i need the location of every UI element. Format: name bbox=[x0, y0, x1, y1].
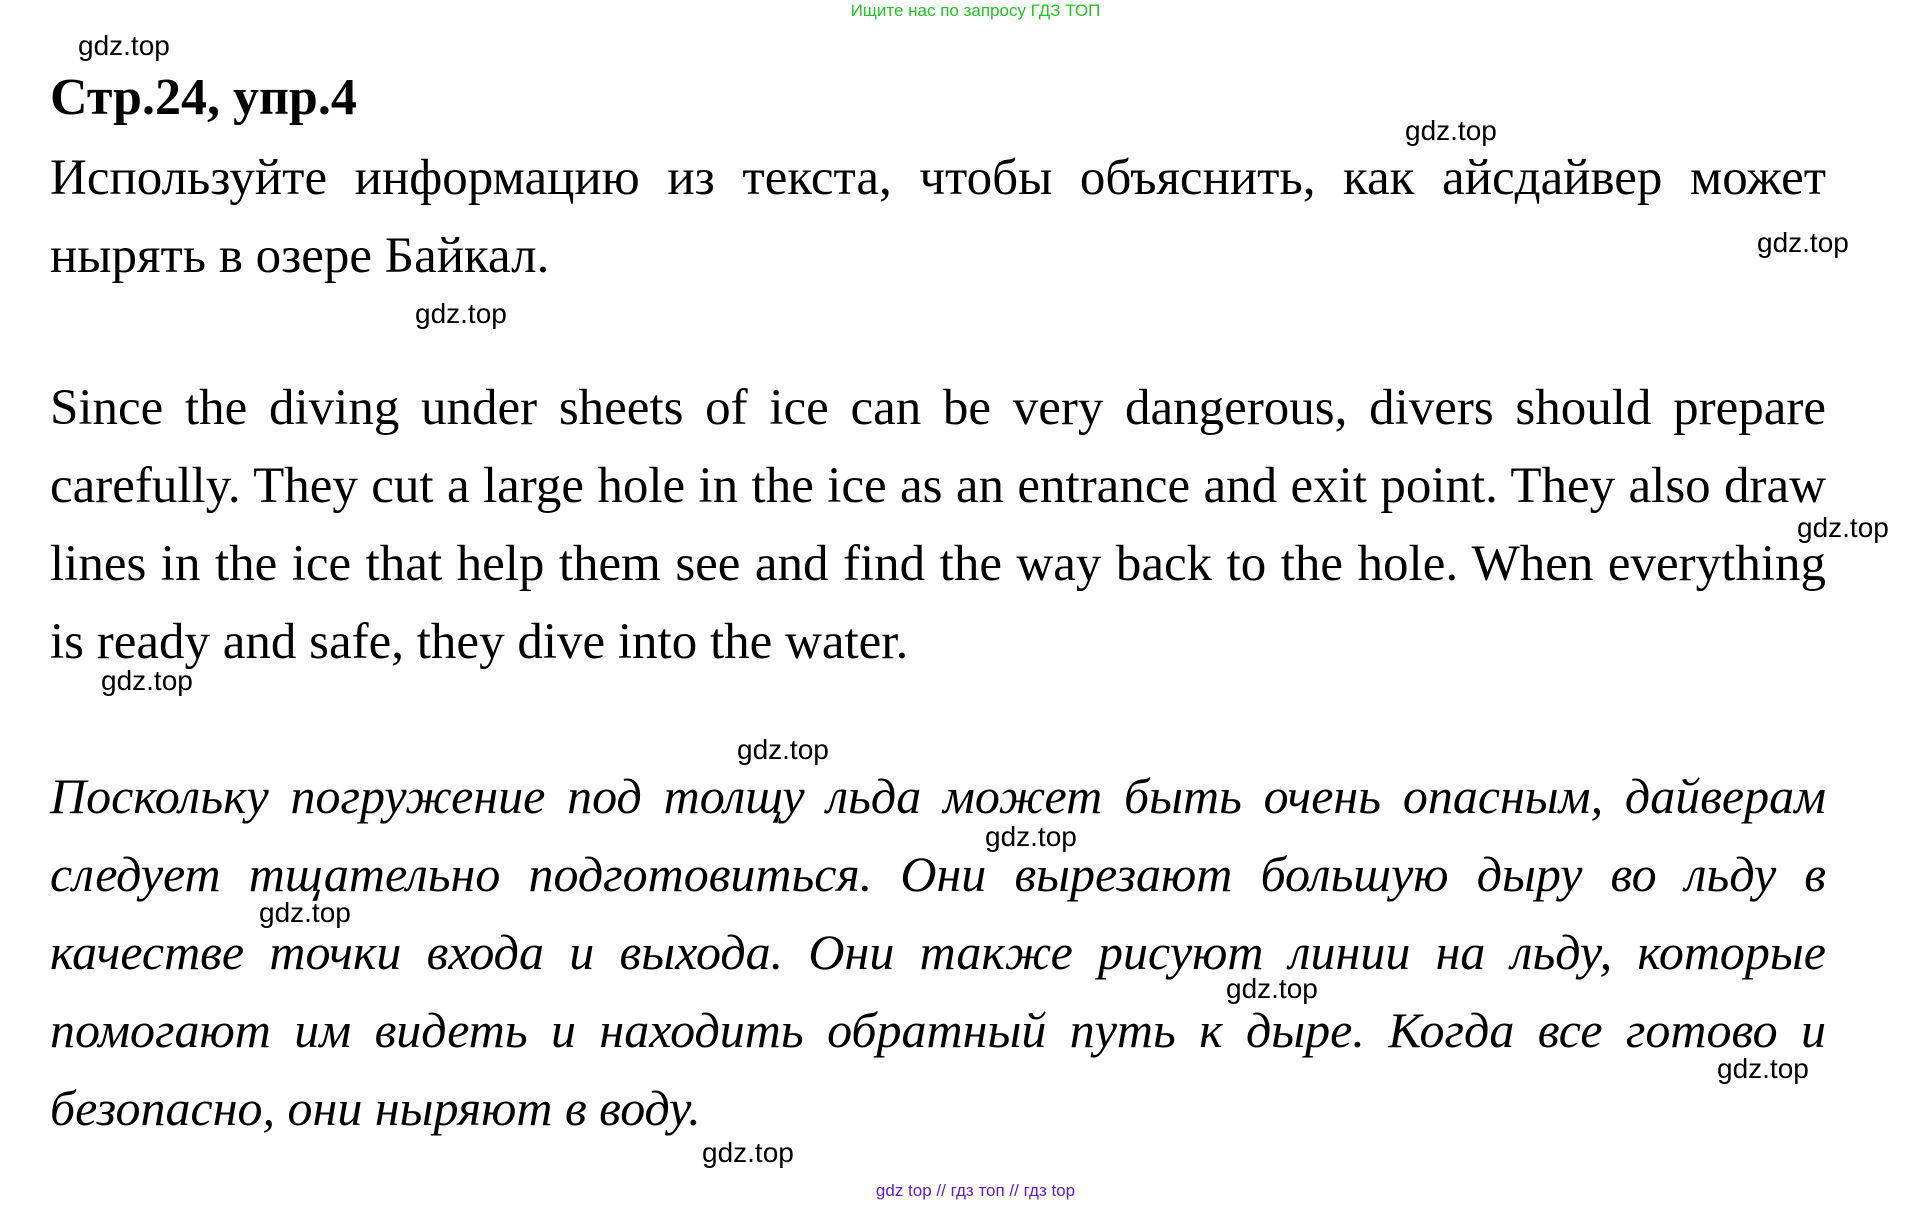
watermark: gdz.top bbox=[1226, 973, 1318, 1004]
watermark: gdz.top bbox=[78, 30, 170, 61]
watermark: gdz.top bbox=[415, 298, 507, 329]
watermark: gdz.top bbox=[101, 665, 193, 696]
top-banner: Ищите нас по запросу ГДЗ ТОП bbox=[850, 1, 1101, 20]
answer-english: Since the diving under sheets of ice can be very dangerous, divers should prepare carefully. They cut a large hole in the ice as an entrance and exit point. They also draw lines in the ice that help them see and find the way back to the hole. When everything is ready and safe, they dive into the water. bbox=[50, 380, 1826, 670]
watermark: gdz.top bbox=[1405, 115, 1497, 146]
watermark: gdz.top bbox=[737, 734, 829, 765]
watermark: gdz.top bbox=[1797, 512, 1889, 543]
bottom-banner: gdz top // гдз топ // гдз top bbox=[875, 1181, 1076, 1200]
exercise-question: Используйте информацию из текста, чтобы объяснить, как айсдайвер может нырять в озере Байкал. bbox=[50, 150, 1826, 284]
answer-russian-translation: Поскольку погружение под толщу льда может быть очень опасным, дайверам следует тщательно подготовиться. Они вырезают большую дыру во льду в качестве точки входа и выхода. Они также рисуют линии на льду, которые помогают им видеть и находить обратный путь к дыре. Когда все готово и безопасно, они ныряют в воду. bbox=[50, 768, 1826, 1136]
watermark: gdz.top bbox=[1717, 1053, 1809, 1084]
watermark: gdz.top bbox=[259, 897, 351, 928]
watermark: gdz.top bbox=[702, 1137, 794, 1168]
watermark: gdz.top bbox=[985, 821, 1077, 852]
page-title: Стр.24, упр.4 bbox=[50, 69, 357, 126]
watermark: gdz.top bbox=[1757, 227, 1849, 258]
